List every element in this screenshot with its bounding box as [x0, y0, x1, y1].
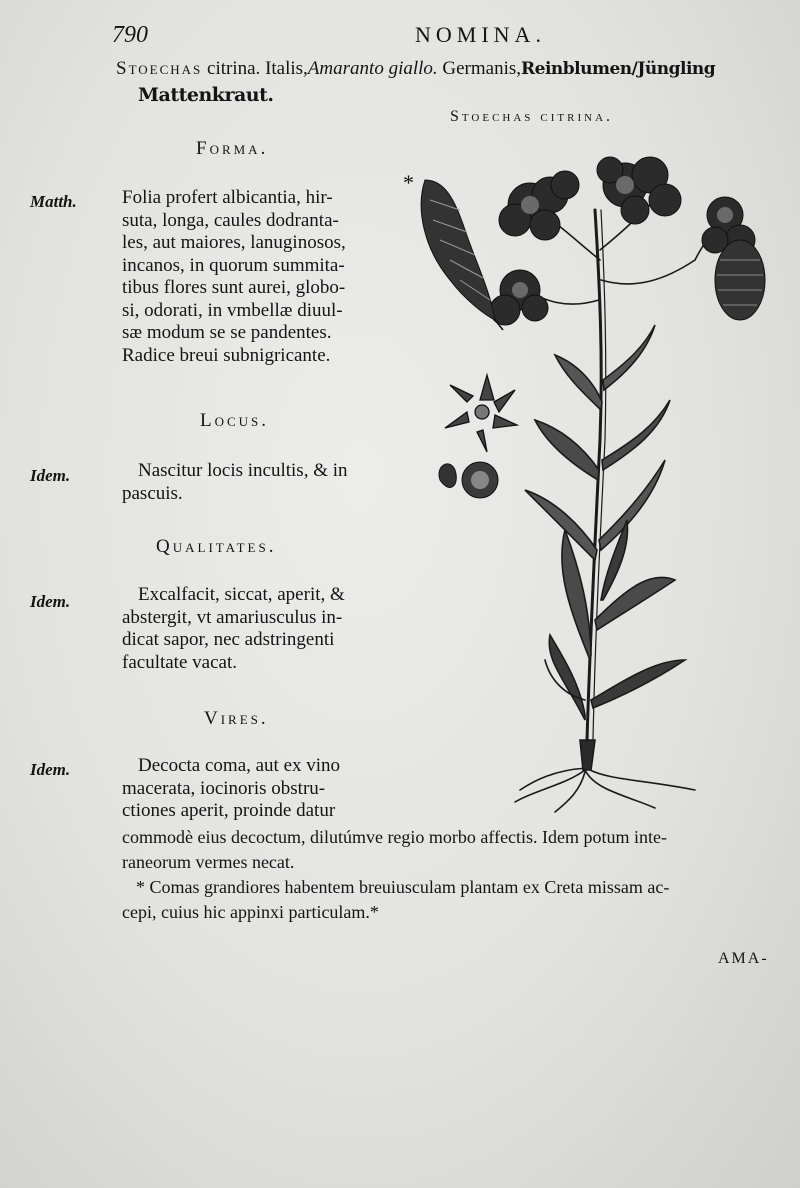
- text-line: abstergit, vt amariusculus in-: [122, 606, 343, 628]
- footnote-line: cepi, cuius hic appinxi particulam.*: [122, 902, 379, 922]
- german-name: Reinblumen/Jüngling: [521, 59, 716, 79]
- section-heading-locus: Locus.: [200, 410, 270, 431]
- text-line: tibus flores sunt aurei, globo-: [122, 277, 346, 298]
- page-number: 790: [112, 22, 148, 48]
- text-line: pascuis.: [122, 482, 183, 504]
- woodcut-star-marker: *: [403, 170, 414, 195]
- text-line: suta, longa, caules dodranta-: [122, 209, 339, 231]
- text-line: ctiones aperit, proinde datur: [122, 800, 336, 821]
- text-line: Decocta coma, aut ex vino: [138, 755, 341, 776]
- margin-note-locus: Idem.: [30, 466, 71, 485]
- continuation-line: commodè eius decoctum, dilutúmve regio morbo affectis. Idem potum inte-: [122, 827, 668, 847]
- catchword: AMA-: [718, 950, 769, 967]
- italis-label: Italis,: [260, 58, 308, 79]
- german-name-continued: Mattenkraut.: [138, 84, 274, 106]
- text-line: macerata, iocinoris obstru-: [122, 777, 326, 799]
- margin-note-forma: Matth.: [30, 192, 77, 211]
- section-text-qualitates: [122, 584, 345, 674]
- section-heading-qualitates: Qualitates.: [156, 536, 277, 557]
- section-heading-forma: Forma.: [196, 138, 269, 159]
- latin-name-lead: Stoechas: [116, 58, 203, 79]
- text-line: Nascitur locis incultis, & in: [138, 460, 348, 481]
- text-line: Excalfacit, siccat, aperit, &: [138, 584, 345, 605]
- germanis-label: Germanis,: [437, 58, 522, 79]
- running-title: NOMINA.: [415, 22, 546, 47]
- plant-caption: Stoechas citrina.: [450, 108, 614, 125]
- text-line: incanos, in quorum summita-: [122, 254, 345, 276]
- latin-name: citrina.: [202, 58, 261, 79]
- text-line: dicat sapor, nec adstringenti: [122, 629, 335, 650]
- section-heading-vires: Vires.: [204, 708, 269, 729]
- stoechas-woodcut-illustration: [395, 140, 780, 830]
- continuation-line: raneorum vermes necat.: [122, 852, 295, 872]
- text-line: si, odorati, in vmbellæ diuul-: [122, 299, 343, 321]
- section-text-vires: [122, 755, 341, 823]
- text-line: les, aut maiores, lanuginosos,: [122, 232, 346, 253]
- margin-note-qualitates: Idem.: [30, 592, 71, 611]
- plant-names-line: [116, 58, 715, 80]
- margin-note-vires: Idem.: [30, 760, 71, 779]
- text-line: facultate vacat.: [122, 651, 237, 673]
- text-line: Folia profert albicantia, hir-: [122, 187, 333, 208]
- italian-name: Amaranto giallo.: [307, 58, 438, 79]
- footnote-line: * Comas grandiores habentem breuiusculam plantam ex Creta missam ac-: [136, 877, 670, 897]
- section-text-locus: [122, 460, 348, 505]
- text-line: Radice breui subnigricante.: [122, 344, 331, 366]
- text-line: sæ modum se se pandentes.: [122, 322, 332, 343]
- section-text-forma: [122, 187, 346, 367]
